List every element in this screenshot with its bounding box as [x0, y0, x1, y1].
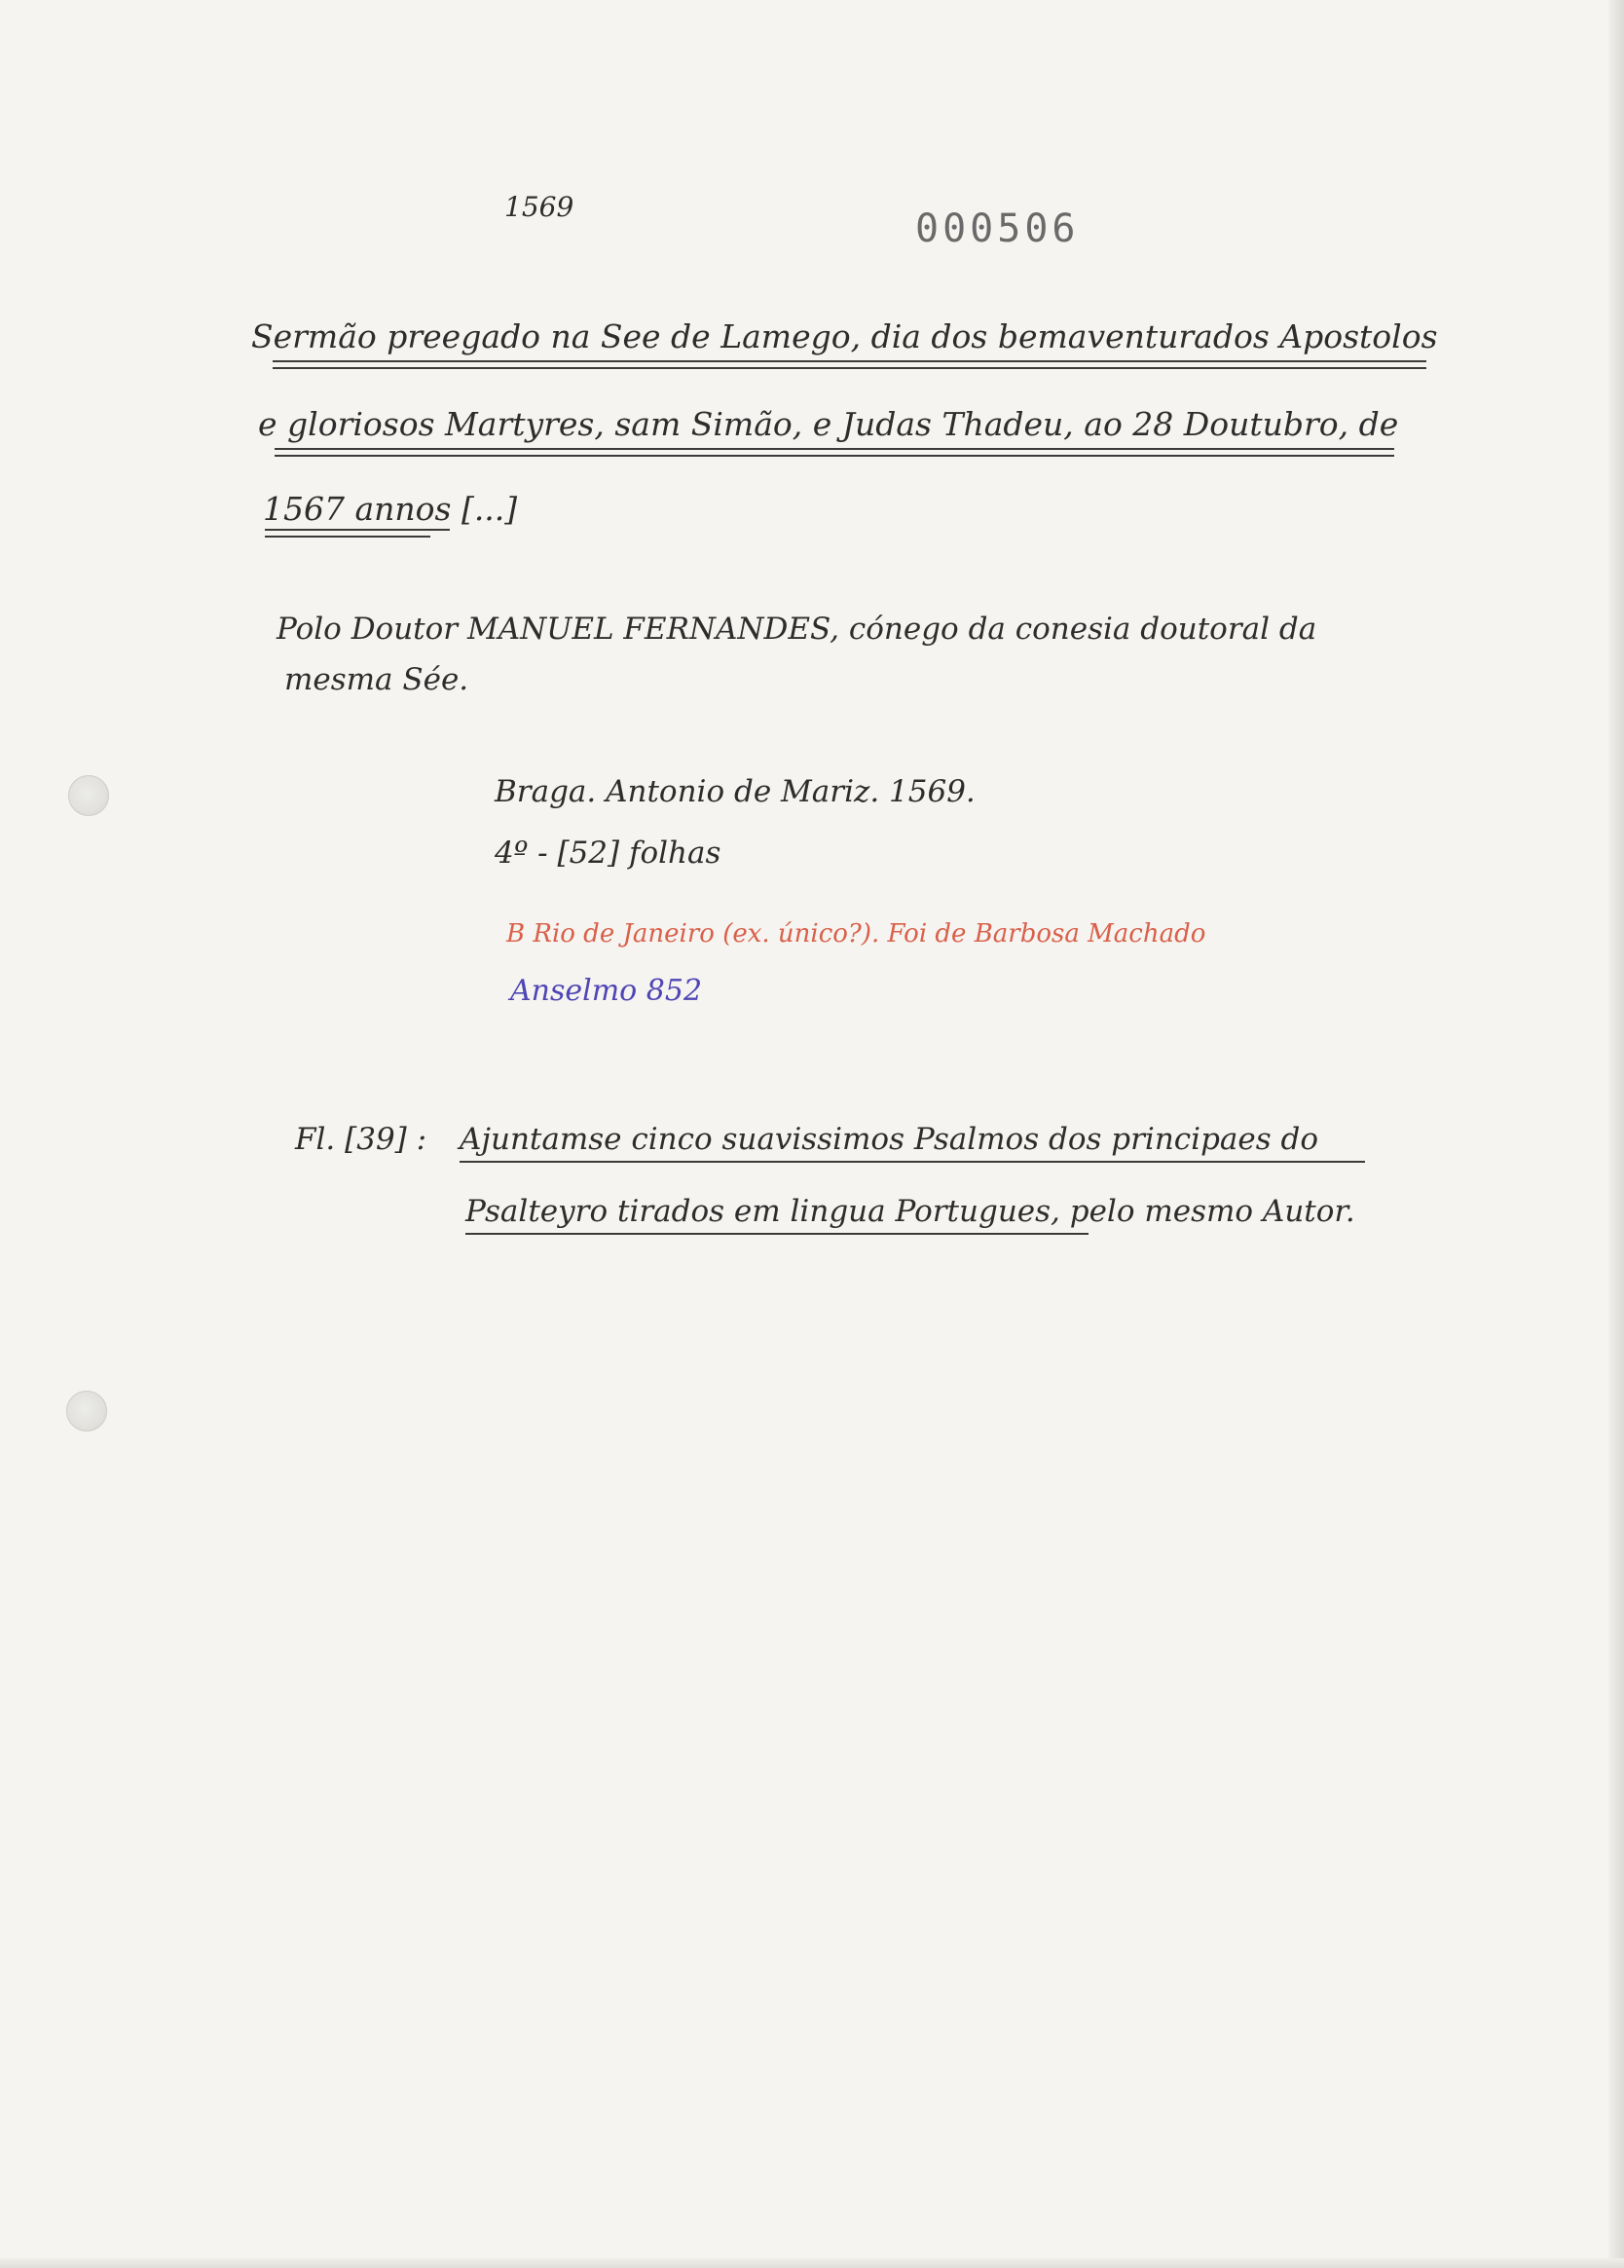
- title-line-3: 1567 annos [...]: [263, 490, 518, 528]
- holding-note: B Rio de Janeiro (ex. único?). Foi de Barbosa Machado: [506, 919, 1206, 948]
- reference-note: Anselmo 852: [510, 974, 703, 1008]
- title-line-2: e gloriosos Martyres, sam Simão, e Judas Thadeu, ao 28 Doutubro, de: [258, 405, 1399, 443]
- folio-underline-1: [460, 1161, 1365, 1163]
- page-edge-shadow: [1608, 0, 1624, 2268]
- punch-hole-top: [68, 775, 109, 816]
- punch-hole-bottom: [66, 1391, 107, 1431]
- title-underline-2a: [275, 448, 1394, 450]
- title-line-1: Sermão preegado na See de Lamego, dia dos bemaventurados Apostolos: [251, 317, 1438, 355]
- title-underline-1b: [273, 367, 1426, 369]
- folio-note-line-1: Ajuntamse cinco suavissimos Psalmos dos principaes do: [460, 1122, 1319, 1157]
- author-line-1: Polo Doutor MANUEL FERNANDES, cónego da conesia doutoral da: [277, 612, 1317, 647]
- imprint-line: Braga. Antonio de Mariz. 1569.: [495, 774, 976, 809]
- catalog-year: 1569: [504, 191, 574, 223]
- title-underline-3a: [265, 529, 450, 531]
- format-line: 4º - [52] folhas: [495, 836, 721, 871]
- author-line-2: mesma Sée.: [284, 662, 469, 697]
- title-underline-3b: [265, 536, 430, 538]
- folio-underline-2: [465, 1233, 1089, 1235]
- title-underline-2b: [275, 455, 1394, 457]
- stamp-number: 000506: [915, 206, 1080, 251]
- folio-note-line-2: Psalteyro tirados em lingua Portugues, pelo mesmo Autor.: [465, 1194, 1355, 1229]
- folio-reference: Fl. [39] :: [295, 1122, 427, 1157]
- title-underline-1a: [273, 360, 1426, 362]
- page-bottom-edge: [0, 2258, 1624, 2268]
